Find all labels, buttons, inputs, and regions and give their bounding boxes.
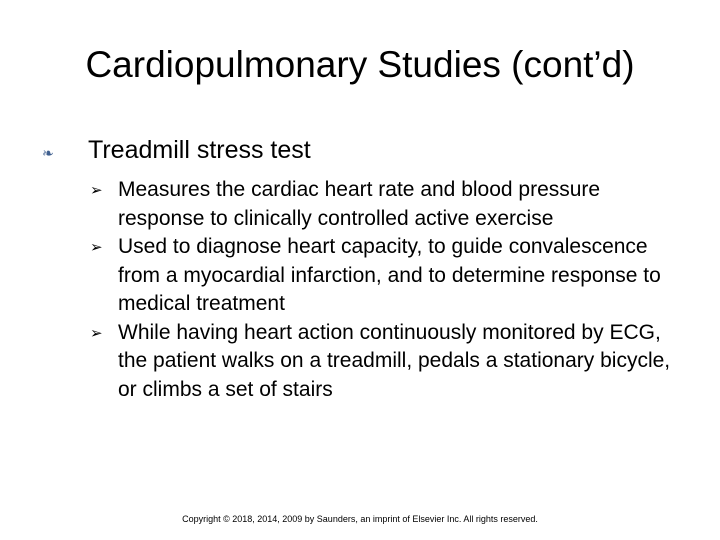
arrow-bullet-icon: ➢ bbox=[90, 181, 103, 199]
sub-bullet-list bbox=[90, 176, 680, 404]
copyright-footer: Copyright © 2018, 2014, 2009 by Saunders, an imprint of Elsevier Inc. All rights reserved. bbox=[182, 514, 538, 524]
arrow-bullet-icon: ➢ bbox=[90, 323, 103, 342]
sub-bullet-item bbox=[90, 319, 680, 405]
ribbon-bullet-icon: ❧ bbox=[42, 146, 54, 162]
main-bullet bbox=[42, 136, 311, 165]
sub-bullet-text: Used to diagnose heart capacity, to guide convalescence from a myocardial infarction, and to determine response to medical treatment bbox=[118, 235, 661, 315]
arrow-bullet-icon: ➢ bbox=[90, 238, 103, 256]
sub-bullet-item bbox=[90, 233, 680, 319]
slide-title: Cardiopulmonary Studies (cont’d) bbox=[85, 44, 635, 85]
sub-bullet-text: While having heart action continuously monitored by ECG, the patient walks on a treadmill, pedals a stationary bicycle, or climbs a set of stairs bbox=[118, 320, 671, 401]
sub-bullet-item bbox=[90, 176, 680, 233]
sub-bullet-text: Measures the cardiac heart rate and blood pressure response to clinically controlled active exercise bbox=[118, 178, 601, 230]
main-bullet-text: Treadmill stress test bbox=[88, 136, 311, 164]
